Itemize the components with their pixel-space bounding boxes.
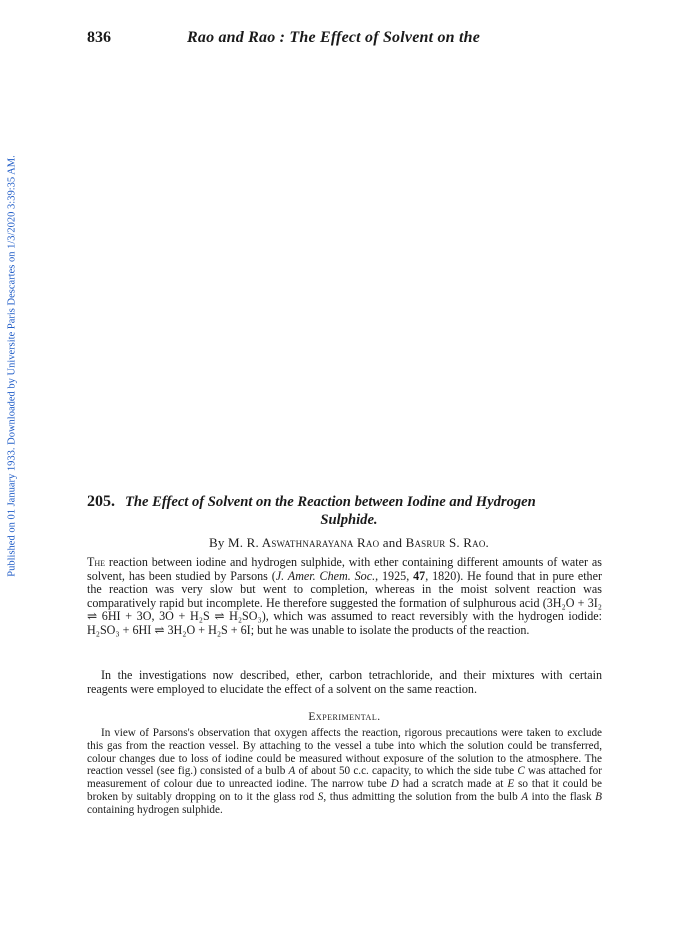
paragraph-3-text-f: , thus admitting the solution from the bulb: [323, 790, 522, 803]
paragraph-1: [87, 556, 602, 638]
paragraph-3-text-h: containing hydrogen sulphide.: [87, 803, 223, 816]
label-b: B: [595, 790, 602, 803]
paragraph-3-text-b: of about 50 c.c. capacity, to which the side tube: [295, 765, 518, 778]
paragraph-2: [87, 669, 602, 696]
section-heading: Experimental.: [308, 711, 381, 723]
paragraph-3-text-d: had a scratch made at: [398, 778, 508, 791]
article-number: 205.: [87, 493, 115, 510]
byline-prefix: By: [208, 535, 225, 550]
byline: [87, 535, 611, 551]
byline-and: and: [382, 535, 403, 550]
running-head: Rao and Rao : The Effect of Solvent on the: [187, 29, 480, 46]
paragraph-1-text-c: , 1820). He found that in pure ether the reaction was very slow but went to completion, whereas in the moist solvent reaction was comparatively rapid but incomplete. He therefore suggested the formation of sulphurous acid (3H₂O + 3I₂ ⇌ 6HI + 3O, 3O + H₂S ⇌ H₂SO₃), which was assumed to react reversibly with the hydrogen iodide: H₂SO₃ + 6HI ⇌ 3H₂O + H₂S + 6I; but he was unable to isolate the products of the reaction.: [87, 568, 602, 637]
journal-name: J. Amer. Chem. Soc.: [275, 568, 376, 583]
paragraph-3-text-e: so that it could be broken by suitably dropping on to it the glass rod: [87, 778, 602, 803]
paragraph-3-text-g: into the flask: [528, 790, 596, 803]
label-d: D: [390, 778, 399, 791]
label-c: C: [517, 765, 525, 778]
paragraph-3: [87, 727, 602, 817]
label-a: A: [288, 765, 296, 778]
author-1: M. R. Aswathnarayana Rao: [228, 535, 380, 550]
paragraph-3-text-a: In view of Parsons's observation that oxygen affects the reaction, rigorous precautions were taken to exclude this gas from the reaction vessel. By attaching to the vessel a tube into which the solution could be transferred, colour changes due to loss of iodine could be measured without exposure of the solution to the atmosphere. The reaction vessel (see fig.) consisted of a bulb: [87, 727, 602, 778]
label-a-2: A: [521, 790, 529, 803]
paragraph-2-text: In the investigations now described, ether, carbon tetrachloride, and their mixtures with certain reagents were employed to elucidate the effect of a solvent on the same reaction.: [87, 668, 602, 696]
paragraph-1-text-a: reaction between iodine and hydrogen sulphide, with ether containing different amounts of water as solvent, has been studied by Parsons (: [87, 555, 602, 583]
download-watermark: [0, 0, 24, 936]
watermark-text: Published on 01 January 1933. Downloaded by Universite Paris Descartes on 1/3/2020 3:39:35 AM.: [6, 155, 18, 577]
label-s: S: [317, 790, 324, 803]
author-2: Basrur S. Rao.: [405, 535, 489, 550]
journal-volume: 47: [413, 568, 426, 583]
paragraph-3-text-c: was attached for measurement of colour due to unreacted iodine. The narrow tube: [87, 765, 602, 791]
article-title: [87, 493, 611, 529]
title-line-1: The Effect of Solvent on the Reaction between Iodine and Hydrogen: [125, 494, 536, 510]
paragraph-1-text-b: , 1925,: [375, 568, 414, 583]
page-number: 836: [87, 29, 111, 46]
lead-word: The: [87, 555, 106, 569]
title-line-2: Sulphide.: [320, 512, 378, 528]
label-e: E: [507, 778, 515, 791]
